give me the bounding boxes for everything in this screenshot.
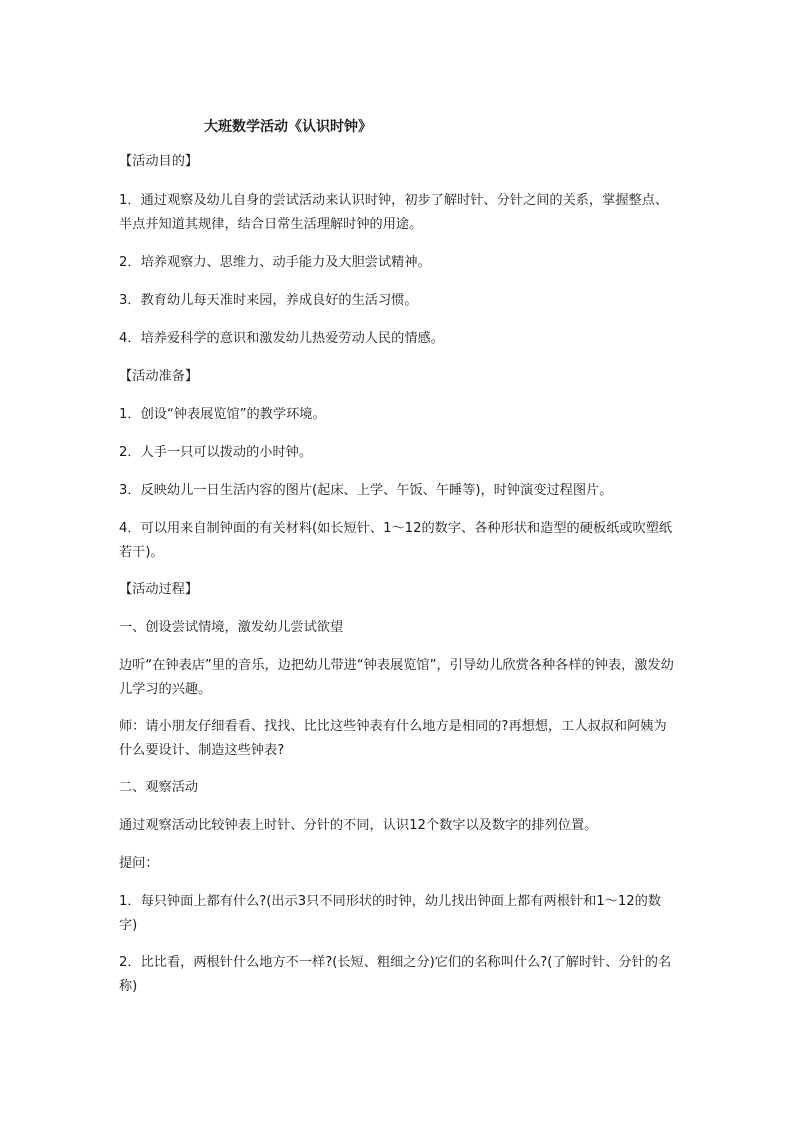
subheading: 一、创设尝试情境，激发幼儿尝试欲望 [119, 620, 344, 635]
section-heading-process: 【活动过程】 [119, 582, 199, 597]
section-heading-purpose: 【活动目的】 [119, 154, 199, 169]
paragraph: 3．教育幼儿每天准时来园，养成良好的生活习惯。 [119, 293, 418, 308]
paragraph: 边听“在钟表店”里的音乐，边把幼儿带进“钟表展览馆”，引导幼儿欣赏各种各样的钟表，激发幼儿学习的兴趣。 [119, 658, 674, 697]
paragraph: 1．每只钟面上都有什么?(出示3只不同形状的时钟，幼儿找出钟面上都有两根针和1～12的数字) [119, 894, 662, 933]
paragraph: 师：请小朋友仔细看看、找找、比比这些钟表有什么地方是相同的?再想想，工人叔叔和阿姨为什么要设计、制造这些钟表? [119, 719, 667, 758]
paragraph: 2．人手一只可以拨动的小时钟。 [119, 445, 313, 460]
paragraph: 1．创设“钟表展览馆”的教学环境。 [119, 407, 326, 422]
section-heading-preparation: 【活动准备】 [119, 369, 199, 384]
subheading: 二、观察活动 [119, 780, 199, 795]
paragraph: 3．反映幼儿一日生活内容的图片(起床、上学、午饭、午睡等)，时钟演变过程图片。 [119, 483, 613, 498]
paragraph: 4．培养爱科学的意识和激发幼儿热爱劳动人民的情感。 [119, 331, 444, 346]
paragraph: 提问： [119, 856, 159, 871]
document-title: 大班数学活动《认识时钟》 [204, 119, 372, 135]
paragraph: 通过观察活动比较钟表上时针、分针的不同，认识12个数字以及数字的排列位置。 [119, 818, 598, 833]
paragraph: 2．培养观察力、思维力、动手能力及大胆尝试精神。 [119, 255, 431, 270]
paragraph: 4．可以用来自制钟面的有关材料(如长短针、1～12的数字、各种形状和造型的硬板纸或吹塑纸若干)。 [119, 521, 673, 560]
paragraph: 1．通过观察及幼儿自身的尝试活动来认识时钟，初步了解时针、分针之间的关系，掌握整点、半点并知道其规律，结合日常生活理解时钟的用途。 [119, 193, 669, 232]
paragraph: 2．比比看，两根针什么地方不一样?(长短、粗细之分)它们的名称叫什么?(了解时针、分针的名称) [119, 955, 672, 994]
